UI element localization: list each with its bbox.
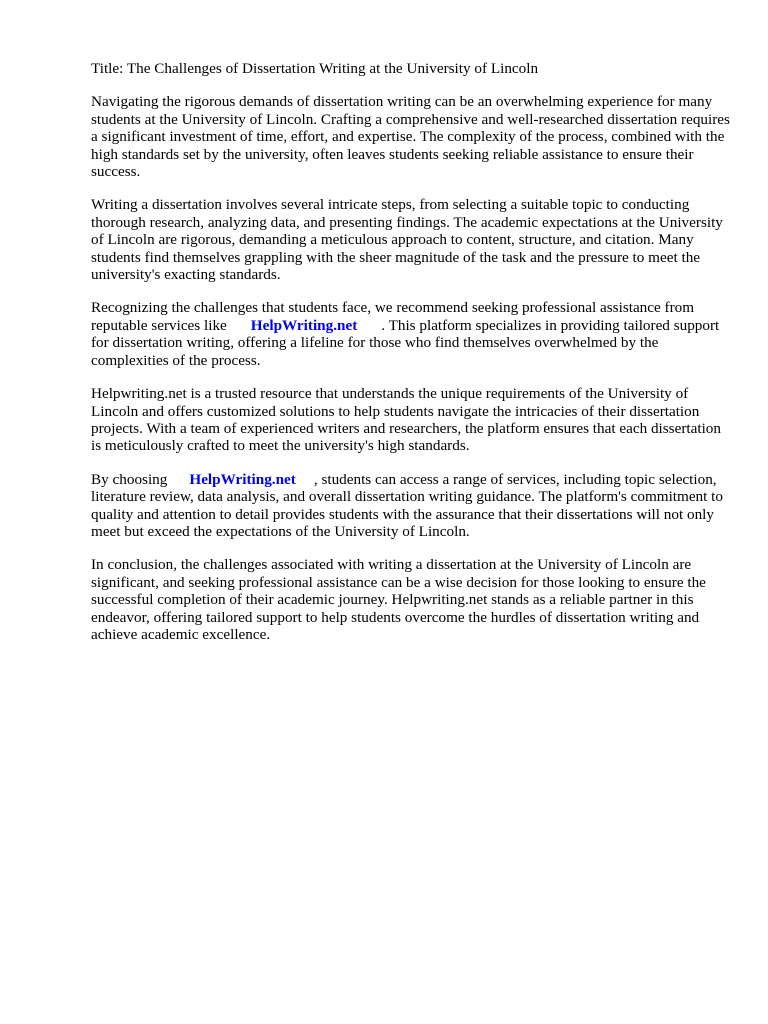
helpwriting-link-second[interactable]: HelpWriting.net (189, 470, 296, 488)
helpwriting-link[interactable]: HelpWriting.net (250, 316, 358, 334)
paragraph-services-text-before: By choosing (91, 470, 168, 488)
document-title: Title: The Challenges of Dissertation Writing at the University of Lincoln (91, 60, 539, 77)
paragraph-recommendation-text-before: Recognizing the challenges that students face, we recommend seeking professional assistance from reputable services like (91, 299, 695, 334)
paragraph-intro: Navigating the rigorous demands of dissertation writing can be an overwhelming experience for many students at the University of Lincoln. Crafting a comprehensive and well-researched dissertation requires a significant investment of time, effort, and expertise. The complexity of the process, combined with the high standards set by the university, often leaves students seeking reliable assistance to ensure their success. (91, 93, 730, 181)
paragraph-conclusion: In conclusion, the challenges associated with writing a dissertation at the University of Lincoln are significant, and seeking professional assistance can be a wise decision for those looking to ensure the successful completion of their academic journey. Helpwriting.net stands as a reliable partner in this endeavor, offering tailored support to help students overcome the hurdles of dissertation writing and achieve academic excellence. (91, 556, 706, 643)
document-body (91, 60, 731, 659)
paragraph-steps: Writing a dissertation involves several intricate steps, from selecting a suitable topic to conducting thorough research, analyzing data, and presenting findings. The academic expectations at the University of Lincoln are rigorous, demanding a meticulous approach to content, structure, and citation. Many students find themselves grappling with the sheer magnitude of the task and the pressure to meet the university's exacting standards. (91, 196, 723, 284)
paragraph-trusted-resource: Helpwriting.net is a trusted resource that understands the unique requirements of the University of Lincoln and offers customized solutions to help students navigate the intricacies of their dissertation projects. With a team of experienced writers and researchers, the platform ensures that each dissertation is meticulously crafted to meet the university's high standards. (91, 385, 721, 455)
paragraph-recommendation-text-after: . This platform specializes in providing tailored support for dissertation writing, offering a lifeline for those who find themselves overwhelmed by the complexities of the process. (91, 316, 720, 369)
paragraph-services (91, 471, 731, 541)
paragraph-recommendation (91, 299, 731, 369)
paragraph-services-text-after: , students can access a range of services, including topic selection, literature review, data analysis, and overall dissertation writing guidance. The platform's commitment to quality and attention to detail provides students with the assurance that their dissertations will not only meet but exceed the expectations of the University of Lincoln. (91, 470, 723, 540)
